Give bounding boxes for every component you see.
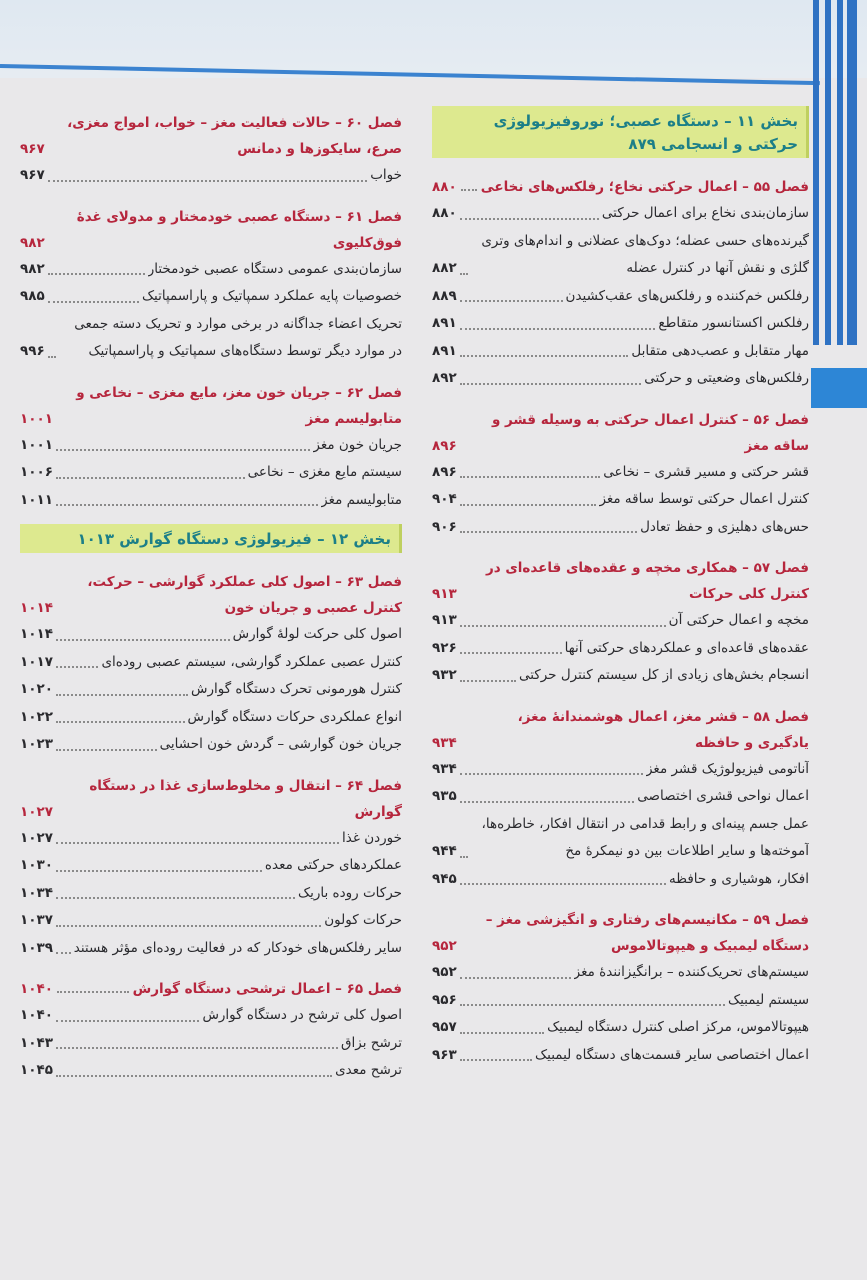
chapter-block (20, 110, 402, 190)
toc-entry-text: متابولیسم مغز (321, 491, 402, 508)
toc-entry-page: ۹۸۲ (20, 260, 45, 277)
toc-entry-page: ۸۸۹ (432, 287, 457, 304)
toc-entry[interactable] (432, 1042, 809, 1070)
toc-entry-page: ۸۹۶ (432, 463, 457, 480)
section-thumb-tab (811, 368, 867, 408)
part-heading[interactable] (20, 524, 402, 553)
chapter-block (20, 380, 402, 515)
toc-left-column (20, 96, 402, 1085)
toc-entry-text: حرکات روده باریک (298, 884, 402, 901)
toc-entry[interactable] (432, 783, 809, 811)
toc-entry[interactable] (432, 365, 809, 393)
toc-entry-text: حس‌های دهلیزی و حفظ تعادل (640, 518, 809, 535)
leader-dots (460, 977, 571, 979)
toc-entry[interactable] (20, 907, 402, 935)
toc-entry-page: ۹۵۷ (432, 1019, 457, 1035)
toc-entry-text: سیستم لیمبیک (728, 991, 809, 1008)
toc-entry-page: ۱۰۲۲ (20, 708, 53, 725)
leader-dots (460, 1059, 532, 1061)
toc-entry[interactable] (20, 487, 402, 515)
leader-dots (56, 897, 295, 899)
toc-entry-text: انواع عملکردی حرکات دستگاه گوارش (187, 708, 402, 725)
chapter-title: فصل ۵۷ – همکاری مخچه و عقده‌های قاعده‌ای در کنترل کلی حرکات (485, 560, 809, 602)
toc-entry[interactable] (20, 1030, 402, 1058)
toc-entry[interactable] (432, 756, 809, 784)
toc-entry[interactable] (20, 256, 402, 284)
part-title: بخش ۱۲ – فیزیولوژی دستگاه گوارش (119, 530, 391, 548)
leader-dots (460, 773, 643, 775)
toc-entry-text: اصول کلی ترشح در دستگاه گوارش (202, 1007, 402, 1023)
toc-entry-text: خوردن غذا (342, 829, 402, 846)
toc-entry-text: مهار متقابل و عصب‌دهی متقابل (631, 342, 809, 359)
leader-dots (56, 504, 318, 506)
toc-entry-page: ۱۰۲۰ (20, 681, 53, 697)
toc-entry-text: خواب (370, 167, 402, 183)
toc-entry[interactable] (432, 459, 809, 487)
toc-entry[interactable] (432, 1014, 809, 1042)
chapter-page-number: ۹۵۲ (432, 938, 457, 954)
chapter-page-number: ۹۸۲ (20, 234, 45, 251)
chapter-title: فصل ۶۵ – اعمال ترشحی دستگاه گوارش (132, 981, 402, 997)
chapter-page-number: ۱۰۴۰ (20, 981, 53, 997)
chapter-block (432, 555, 809, 690)
toc-entry-text: اصول کلی حرکت لولهٔ گوارش (232, 626, 402, 642)
toc-entry[interactable] (20, 621, 402, 649)
leader-dots (460, 1032, 544, 1034)
toc-entry[interactable] (432, 866, 809, 894)
toc-entry-text: کنترل هورمونی تحرک دستگاه گوارش (190, 681, 402, 697)
toc-entry-page: ۱۰۲۳ (20, 736, 53, 752)
toc-entry[interactable] (20, 311, 402, 366)
toc-entry-text: کنترل عصبی عملکرد گوارشی، سیستم عصبی روده‌ای (101, 653, 402, 670)
leader-dots (56, 721, 185, 723)
toc-entry-text: سازمان‌بندی نخاع برای اعمال حرکتی (601, 205, 809, 221)
toc-entry[interactable] (432, 200, 809, 228)
toc-entry-text: رفلکس اکستانسور متقاطع (658, 315, 809, 331)
leader-dots (461, 189, 477, 191)
chapter-title: فصل ۶۲ – جریان خون مغز، مایع مغزی – نخاعی و متابولیسم مغز (76, 384, 402, 427)
toc-entry-text: ترشح بزاق (341, 1034, 402, 1051)
toc-entry-text: کنترل اعمال حرکتی توسط ساقه مغز (599, 491, 809, 507)
leader-dots (56, 870, 262, 872)
toc-entry[interactable] (432, 607, 809, 635)
chapter-heading[interactable] (20, 773, 402, 825)
toc-entry-text: افکار، هوشیاری و حافظه (669, 870, 809, 887)
toc-entry-text: انسجام بخش‌های زیادی از کل سیستم کنترل حرکتی (518, 667, 809, 683)
toc-entry[interactable] (20, 649, 402, 677)
leader-dots (56, 477, 245, 479)
toc-entry-page: ۱۰۱۱ (20, 491, 53, 508)
toc-entry-text: اعمال اختصاصی سایر قسمت‌های دستگاه لیمبیک (535, 1046, 809, 1063)
leader-dots (48, 273, 145, 275)
toc-entry-page: ۸۸۰ (432, 205, 457, 221)
toc-entry[interactable] (20, 459, 402, 487)
toc-entry-page: ۱۰۳۷ (20, 912, 53, 928)
leader-dots (460, 383, 642, 385)
toc-entry-text: آناتومی فیزیولوژیک قشر مغز (645, 760, 809, 777)
toc-entry-text: عقده‌های قاعده‌ای و عملکردهای حرکتی آنها (564, 639, 809, 656)
leader-dots (56, 639, 230, 641)
leader-dots (460, 355, 629, 357)
toc-entry-text: عملکردهای حرکتی معده (264, 857, 402, 873)
toc-entry-page: ۸۹۱ (432, 315, 457, 331)
toc-entry-page: ۱۰۳۹ (20, 939, 53, 956)
toc-entry-page: ۹۴۵ (432, 870, 457, 887)
toc-entry[interactable] (20, 935, 402, 963)
toc-entry[interactable] (432, 338, 809, 366)
chapter-block (20, 976, 402, 1085)
toc-entry-page: ۱۰۳۰ (20, 857, 53, 873)
chapter-heading[interactable] (432, 174, 809, 200)
toc-entry-text: سایر رفلکس‌های خودکار که در فعالیت روده‌ای مؤثر هستند (73, 939, 402, 956)
toc-entry-page: ۱۰۰۱ (20, 436, 53, 453)
leader-dots (460, 625, 666, 627)
toc-entry[interactable] (20, 704, 402, 732)
toc-entry-page: ۱۰۴۰ (20, 1007, 53, 1023)
leader-dots (48, 301, 139, 303)
chapter-page-number: ۹۳۴ (432, 734, 457, 751)
toc-entry-page: ۹۶۷ (20, 167, 45, 183)
chapter-heading[interactable] (20, 110, 402, 162)
chapter-title: فصل ۵۵ – اعمال حرکتی نخاع؛ رفلکس‌های نخاعی (480, 179, 809, 195)
chapter-block (432, 704, 809, 894)
leader-dots (460, 856, 468, 858)
chapter-title: فصل ۵۶ – کنترل اعمال حرکتی به وسیله قشر و ساقه مغز (491, 411, 809, 454)
leader-dots (48, 356, 56, 358)
leader-dots (460, 1004, 725, 1006)
toc-entry[interactable] (20, 880, 402, 908)
toc-entry-page: ۱۰۴۵ (20, 1062, 53, 1078)
toc-entry-page: ۹۰۶ (432, 518, 457, 535)
chapter-page-number: ۹۱۳ (432, 586, 457, 602)
toc-entry[interactable] (20, 283, 402, 311)
chapter-block (432, 907, 809, 1069)
leader-dots (48, 180, 367, 182)
chapter-title: فصل ۶۳ – اصول کلی عملکرد گوارشی – حرکت، کنترل عصبی و جریان خون (87, 574, 402, 616)
toc-entry[interactable] (432, 228, 809, 283)
toc-entry-page: ۱۰۲۷ (20, 829, 53, 846)
leader-dots (56, 449, 310, 451)
part-title: بخش ۱۱ – دستگاه عصبی؛ نوروفیزیولوژی حرکتی و انسجامی (493, 112, 798, 153)
toc-entry-page: ۱۰۴۳ (20, 1034, 53, 1051)
leader-dots (460, 218, 599, 220)
chapter-page-number: ۹۶۷ (20, 141, 45, 157)
leader-dots (460, 680, 516, 682)
edge-stripes (807, 0, 867, 1280)
chapter-heading[interactable] (20, 976, 402, 1002)
toc-entry[interactable] (432, 310, 809, 338)
toc-entry[interactable] (432, 486, 809, 514)
toc-entry-text: سازمان‌بندی عمومی دستگاه عصبی خودمختار (147, 260, 402, 277)
leader-dots (460, 300, 563, 302)
toc-entry-text: گیرنده‌های حسی عضله؛ دوک‌های عضلانی و اندام‌های وتری گلژی و نقش آنها در کنترل عضله (481, 232, 809, 276)
chapter-heading[interactable] (20, 204, 402, 256)
chapter-heading[interactable] (20, 380, 402, 432)
toc-entry-page: ۱۰۳۴ (20, 884, 53, 901)
leader-dots (56, 842, 339, 844)
toc-entry[interactable] (432, 283, 809, 311)
chapter-title: فصل ۶۱ – دستگاه عصبی خودمختار و مدولای غدهٔ فوق‌کلیوی (76, 208, 402, 251)
chapter-heading[interactable] (432, 407, 809, 459)
toc-entry[interactable] (20, 825, 402, 853)
chapter-title: فصل ۵۹ – مکانیسم‌های رفتاری و انگیزشی مغز – دستگاه لیمبیک و هیپوتالاموس (485, 912, 809, 954)
toc-entry-page: ۹۳۵ (432, 788, 457, 804)
toc-entry-text: تحریک اعضاء جداگانه در برخی موارد و تحریک دسته جمعی در موارد دیگر توسط دستگاه‌های سمپاتیک و پاراسمپاتیک (74, 315, 402, 359)
toc-entry-text: خصوصیات پایه عملکرد سمپاتیک و پاراسمپاتیک (141, 288, 402, 304)
toc-entry-page: ۱۰۱۴ (20, 626, 53, 642)
toc-entry[interactable] (20, 1002, 402, 1030)
toc-entry-text: جریان خون گوارشی – گردش خون احشایی (159, 736, 402, 752)
toc-entry-page: ۹۱۳ (432, 612, 457, 628)
chapter-page-number: ۱۰۰۱ (20, 410, 53, 427)
toc-entry-text: حرکات کولون (324, 912, 402, 928)
leader-dots (460, 273, 468, 275)
leader-dots (56, 694, 188, 696)
toc-entry-text: رفلکس‌های وضعیتی و حرکتی (644, 370, 809, 386)
chapter-page-number: ۱۰۲۷ (20, 803, 53, 820)
toc-entry[interactable] (432, 662, 809, 690)
chapter-block (20, 204, 402, 366)
leader-dots (460, 652, 562, 654)
toc-entry-page: ۱۰۰۶ (20, 464, 53, 480)
toc-entry-text: سیستم مایع مغزی – نخاعی (247, 464, 402, 480)
toc-entry[interactable] (20, 432, 402, 460)
toc-entry-page: ۹۸۵ (20, 288, 45, 304)
toc-entry-text: سیستم‌های تحریک‌کننده – برانگیزانندهٔ مغز (573, 964, 809, 980)
chapter-heading[interactable] (432, 555, 809, 607)
toc-entry-text: ترشح معدی (335, 1062, 402, 1078)
leader-dots (460, 328, 656, 330)
chapter-heading[interactable] (432, 704, 809, 756)
toc-entry-text: اعمال نواحی قشری اختصاصی (637, 788, 809, 804)
toc-entry[interactable] (432, 514, 809, 542)
chapter-page-number: ۸۹۶ (432, 437, 457, 454)
leader-dots (56, 1047, 338, 1049)
chapter-title: فصل ۶۴ – انتقال و مخلوط‌سازی غذا در دستگاه گوارش (89, 777, 402, 820)
toc-right-column (432, 96, 809, 1069)
leader-dots (56, 1020, 199, 1022)
chapter-page-number: ۱۰۱۴ (20, 600, 53, 616)
toc-entry-page: ۸۹۲ (432, 370, 457, 386)
toc-entry-page: ۱۰۱۷ (20, 653, 53, 670)
toc-entry-text: قشر حرکتی و مسیر قشری – نخاعی (603, 463, 809, 480)
chapter-page-number: ۸۸۰ (432, 179, 457, 195)
toc-entry-page: ۹۵۶ (432, 991, 457, 1008)
part-page-number: ۸۷۹ (628, 135, 656, 153)
chapter-title: فصل ۵۸ – قشر مغز، اعمال هوشمندانهٔ مغز، یادگیری و حافظه (517, 708, 809, 751)
toc-entry[interactable] (20, 676, 402, 704)
leader-dots (57, 991, 129, 993)
leader-dots (56, 666, 99, 668)
part-page-number: ۱۰۱۳ (77, 530, 115, 548)
chapter-block (20, 569, 402, 759)
toc-entry-page: ۹۹۶ (20, 343, 45, 359)
leader-dots (460, 801, 635, 803)
toc-entry[interactable] (20, 162, 402, 190)
toc-entry-text: جریان خون مغز (313, 436, 402, 453)
leader-dots (56, 1075, 332, 1077)
leader-dots (460, 883, 666, 885)
chapter-block (20, 773, 402, 963)
part-heading[interactable] (432, 106, 809, 158)
chapter-block (432, 174, 809, 393)
toc-entry[interactable] (20, 1057, 402, 1085)
toc-entry-text: رفلکس خم‌کننده و رفلکس‌های عقب‌کشیدن (565, 287, 809, 304)
toc-entry-page: ۹۲۶ (432, 639, 457, 656)
leader-dots (56, 749, 157, 751)
chapter-heading[interactable] (432, 907, 809, 959)
toc-entry-page: ۹۰۴ (432, 491, 457, 507)
leader-dots (56, 952, 71, 954)
toc-entry-page: ۹۶۳ (432, 1046, 457, 1063)
toc-entry[interactable] (20, 852, 402, 880)
toc-entry-text: عمل جسم پینه‌ای و رابط قدامی در انتقال افکار، خاطره‌ها، آموخته‌ها و سایر اطلاعات بین دو نیمکرهٔ مخ (481, 815, 809, 859)
chapter-block (432, 407, 809, 542)
toc-entry-page: ۹۳۲ (432, 667, 457, 683)
toc-entry[interactable] (432, 635, 809, 663)
toc-entry[interactable] (432, 987, 809, 1015)
toc-entry[interactable] (432, 959, 809, 987)
chapter-heading[interactable] (20, 569, 402, 621)
leader-dots (460, 504, 597, 506)
toc-entry-page: ۹۴۴ (432, 843, 457, 859)
toc-entry-text: مخچه و اعمال حرکتی آن (668, 612, 809, 628)
leader-dots (460, 476, 601, 478)
chapter-title: فصل ۶۰ – حالات فعالیت مغز – خواب، امواج مغزی، صرع، سایکوزها و دمانس (67, 115, 402, 157)
toc-entry[interactable] (20, 731, 402, 759)
toc-entry-page: ۸۹۱ (432, 342, 457, 359)
toc-entry-page: ۹۵۲ (432, 964, 457, 980)
leader-dots (56, 925, 321, 927)
toc-entry-page: ۸۸۲ (432, 260, 457, 276)
leader-dots (460, 531, 637, 533)
toc-entry[interactable] (432, 811, 809, 866)
toc-entry-text: هیپوتالاموس، مرکز اصلی کنترل دستگاه لیمبیک (547, 1019, 809, 1035)
toc-entry-page: ۹۳۴ (432, 760, 457, 777)
